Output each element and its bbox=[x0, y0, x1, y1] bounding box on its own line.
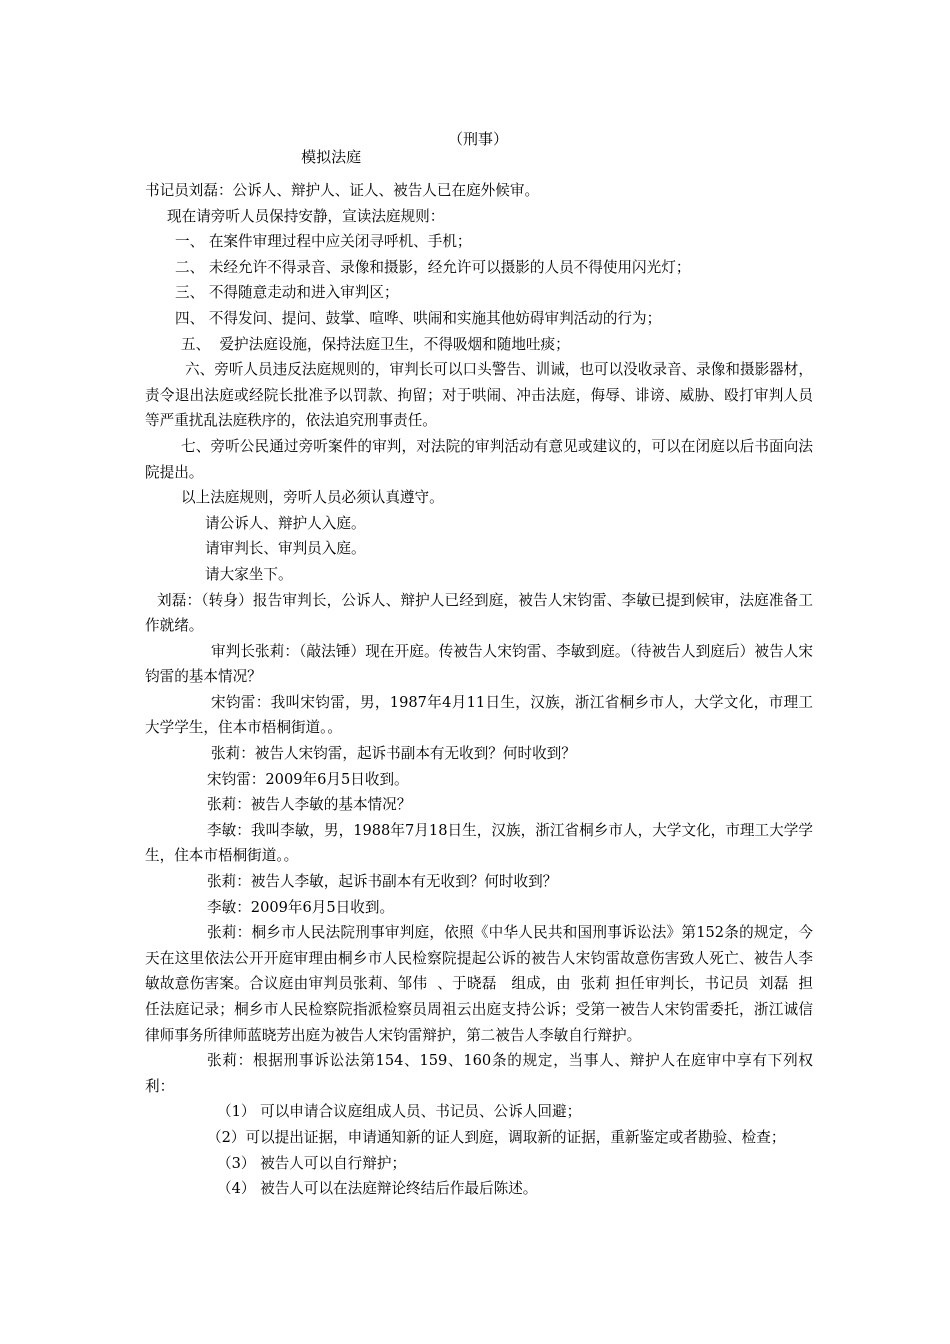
paragraph: 张莉：被告人李敏，起诉书副本有无收到？何时收到？ bbox=[207, 873, 558, 891]
paragraph: 宋钧雷：我叫宋钧雷，男，1987年4月11日生，汉族，浙江省桐乡市人，大学文化，市理工大学学生，住本市梧桐街道。。 bbox=[145, 693, 813, 737]
document-body bbox=[145, 178, 813, 1202]
paragraph: 书记员刘磊：公诉人、辩护人、证人、被告人已在庭外候审。 bbox=[145, 182, 540, 199]
paragraph: 张莉：桐乡市人民法院刑事审判庭，依照《中华人民共和国刑事诉讼法》第152条的规定，今天在这里依法公开开庭审理由桐乡市人民检察院提起公诉的被告人宋钧雷故意伤害致人死亡、被告人李敏故意伤害案。合议庭由审判员张莉、邹伟 、于晓磊 组成，由 张莉 担任审判长，书记员 刘磊 担任法庭记录；桐乡市人民检察院指派检察员周祖云出庭支持公诉；受第一被告人宋钧雷委托，浙江诚信律师事务所律师蓝晓芳出庭为被告人宋钧雷辩护，第二被告人李敏自行辩护。 bbox=[145, 924, 813, 1044]
paragraph: 现在请旁听人员保持安静，宣读法庭规则： bbox=[167, 207, 445, 225]
paragraph: 刘磊：（转身）报告审判长，公诉人、辩护人已经到庭，被告人宋钧雷、李敏已提到候审，法庭准备工作就绪。 bbox=[145, 591, 813, 635]
paragraph: 二、 未经允许不得录音、录像和摄影，经允许可以摄影的人员不得使用闪光灯； bbox=[175, 258, 691, 276]
paragraph: 七、旁听公民通过旁听案件的审判，对法院的审判活动有意见或建议的，可以在闭庭以后书面向法院提出。 bbox=[145, 437, 813, 481]
list-item: （4） 被告人可以在法庭辩论终结后作最后陈述。 bbox=[217, 1180, 538, 1198]
title-text: 模拟法庭 bbox=[301, 148, 362, 166]
paragraph: 请公诉人、辩护人入庭。 bbox=[205, 514, 366, 532]
paragraph: 以上法庭规则，旁听人员必须认真遵守。 bbox=[181, 489, 444, 507]
paragraph: 请审判长、审判员入庭。 bbox=[205, 540, 366, 558]
paragraph: 审判长张莉：（敲法锤）现在开庭。传被告人宋钧雷、李敏到庭。（待被告人到庭后）被告人宋钧雷的基本情况？ bbox=[145, 642, 813, 686]
paragraph: 李敏：2009年6月5日收到。 bbox=[207, 898, 395, 916]
paragraph: 张莉：根据刑事诉讼法第154、159、160条的规定，当事人、辩护人在庭审中享有下列权利： bbox=[145, 1052, 813, 1095]
title-subtitle: （刑事） bbox=[448, 130, 509, 148]
paragraph: 张莉：被告人李敏的基本情况？ bbox=[207, 796, 412, 814]
paragraph: 一、 在案件审理过程中应关闭寻呼机、手机； bbox=[175, 233, 472, 251]
paragraph: 四、 不得发问、提问、鼓掌、喧哗、哄闹和实施其他妨碍审判活动的行为； bbox=[175, 309, 662, 327]
paragraph: 请大家坐下。 bbox=[205, 565, 293, 583]
paragraph: 五、 爱护法庭设施，保持法庭卫生，不得吸烟和随地吐痰； bbox=[181, 335, 570, 353]
paragraph: 李敏：我叫李敏，男，1988年7月18日生，汉族，浙江省桐乡市人，大学文化，市理工大学学生，住本市梧桐街道。。 bbox=[145, 821, 813, 865]
list-item: （2）可以提出证据，申请通知新的证人到庭，调取新的证据，重新鉴定或者勘验、检查； bbox=[207, 1128, 786, 1146]
paragraph: 张莉：被告人宋钧雷，起诉书副本有无收到？何时收到？ bbox=[211, 745, 576, 763]
paragraph: 三、 不得随意走动和进入审判区； bbox=[175, 284, 399, 302]
list-item: （1） 可以申请合议庭组成人员、书记员、公诉人回避； bbox=[217, 1103, 582, 1121]
paragraph: 六、旁听人员违反法庭规则的，审判长可以口头警告、训诫，也可以没收录音、录像和摄影器材，责令退出法庭或经院长批准予以罚款、拘留；对于哄闹、冲击法庭，侮辱、诽谤、威胁、殴打审判人员等严重扰乱法庭秩序的，依法追究刑事责任。 bbox=[145, 361, 813, 430]
list-item: （3） 被告人可以自行辩护； bbox=[217, 1154, 407, 1172]
paragraph: 宋钧雷：2009年6月5日收到。 bbox=[207, 770, 409, 788]
